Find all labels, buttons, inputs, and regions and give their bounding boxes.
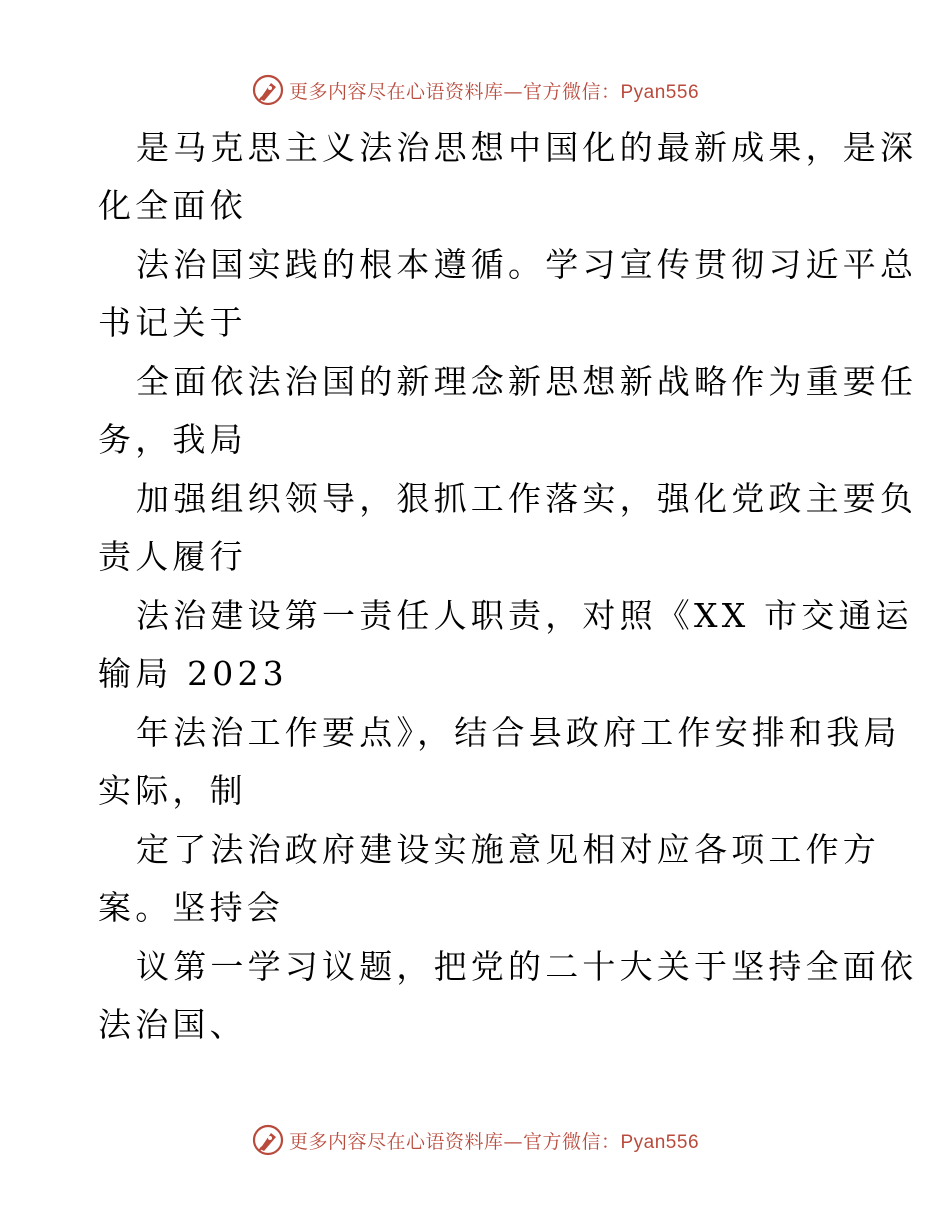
paragraph-line: 法治建设第一责任人职责，对照《XX 市交通运	[136, 596, 913, 635]
paragraph-line: 书记关于	[98, 303, 247, 342]
paragraph-line: 是马克思主义法治思想中国化的最新成果，是深	[136, 128, 918, 167]
paragraph-line: 全面依法治国的新理念新思想新战略作为重要任	[136, 362, 918, 401]
paragraph-line: 年法治工作要点》，结合县政府工作安排和我局	[136, 713, 901, 752]
watermark-wechat-id: Pyan556	[620, 81, 700, 103]
pen-nib-logo-icon	[251, 1123, 285, 1157]
watermark-text	[289, 1127, 699, 1154]
watermark-text-cn: 更多内容尽在心语资料库—官方微信：	[288, 1130, 621, 1153]
paragraph-line: 案。坚持会	[98, 888, 284, 927]
paragraph-line: 输局 2023	[98, 654, 288, 693]
paragraph-line: 化全面依	[98, 186, 247, 225]
watermark-text	[289, 77, 699, 104]
header-watermark	[0, 72, 950, 108]
paragraph-line: 实际，制	[98, 771, 247, 810]
watermark-text-cn: 更多内容尽在心语资料库—官方微信：	[288, 80, 621, 103]
paragraph-line: 议第一学习议题，把党的二十大关于坚持全面依	[136, 947, 918, 986]
paragraph-line: 法治国实践的根本遵循。学习宣传贯彻习近平总	[136, 245, 918, 284]
pen-nib-logo-icon	[251, 73, 285, 107]
footer-watermark	[0, 1122, 950, 1158]
paragraph-line: 务，我局	[98, 420, 247, 459]
watermark-wechat-id: Pyan556	[620, 1131, 700, 1153]
paragraph-line: 法治国、	[98, 1005, 247, 1044]
paragraph-line: 加强组织领导，狠抓工作落实，强化党政主要负	[136, 479, 918, 518]
paragraph-line: 定了法治政府建设实施意见相对应各项工作方	[136, 830, 880, 869]
paragraph-line: 责人履行	[98, 537, 247, 576]
